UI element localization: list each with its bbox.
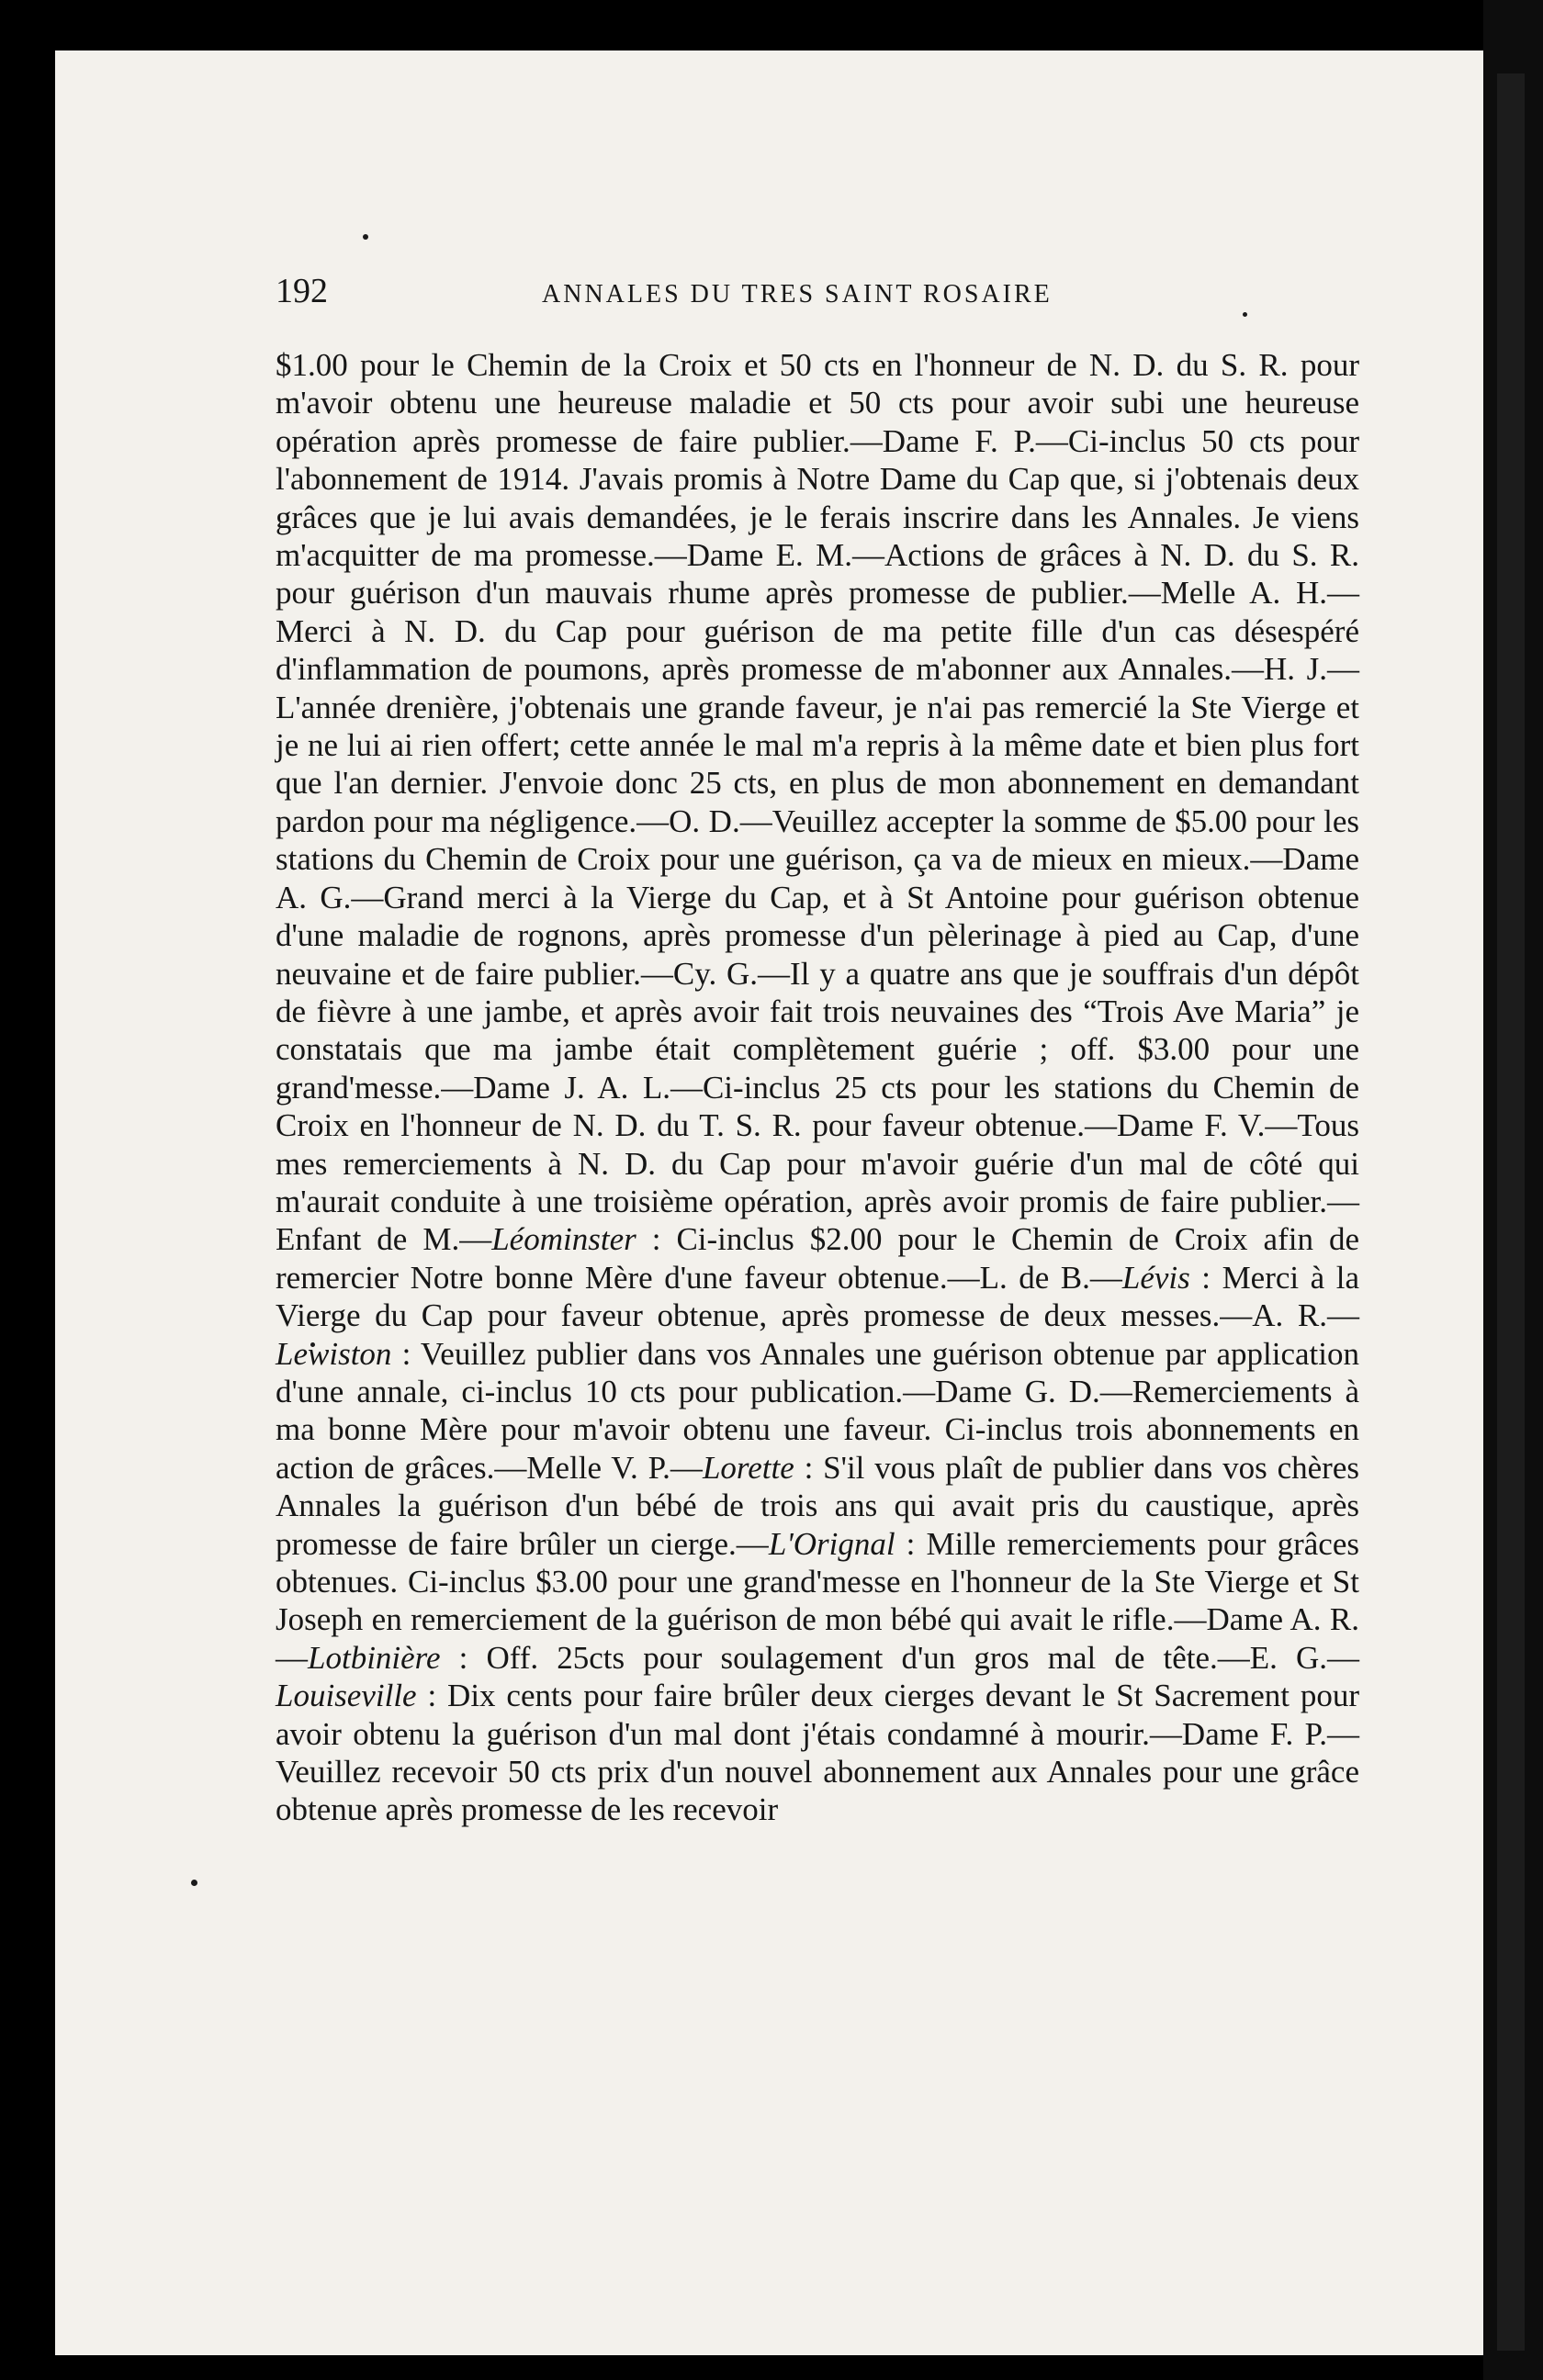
place-name: L'Orignal (768, 1525, 895, 1562)
scan-speck (191, 1880, 197, 1886)
text-segment: $1.00 pour le Chemin de la Croix et 50 cts en l'honneur de N. D. du S. R. pour m'avoir obtenu une heureuse maladie et 50 cts pour avoir subi une heureuse opération après promesse de faire publier.—Dame F. P.—Ci-inclus 50 cts pour l'abonnement de 1914. J'avais promis à Notre Dame du Cap que, si j'obtenais deux grâces que je lui avais demandées, je le ferais inscrire dans les Annales. Je viens m'acquitter de ma promesse.—Dame E. M.—Actions de grâces à N. D. du S. R. pour guérison d'un mauvais rhume après promesse de publier.—Melle A. H.—Merci à N. D. du Cap pour guérison de ma petite fille d'un cas désespéré d'inflammation de poumons, après promesse de m'abonner aux Annales.—H. J.—L'année drenière, j'obtenais une grande faveur, je n'ai pas remercié la Ste Vierge et je ne lui ai rien offert; cette année le mal m'a repris à la même date et bien plus fort que l'an dernier. J'envoie donc 25 cts, en plus de mon abonnement en demandant pardon pour ma négligence.—O. D.—Veuillez accepter la somme de $5.00 pour les stations du Chemin de Croix pour une guérison, ça va de mieux en mieux.—Dame A. G.—Grand merci à la Vierge du Cap, et à St Antoine pour guérison obtenue d'une maladie de rognons, après promesse d'un pèlerinage à pied au Cap, d'une neuvaine et de faire publier.—Cy. G.—Il y a quatre ans que je souffrais d'un dépôt de fièvre à une jambe, et après avoir fait trois neuvaines des “Trois Ave Maria” je constatais que ma jambe était complètement guérie ; off. $3.00 pour une grand'messe.—Dame J. A. L.—Ci-inclus 25 cts pour les stations du Chemin de Croix en l'honneur de N. D. du T. S. R. pour faveur obtenue.—Dame F. V.—Tous mes remerciements à N. D. du Cap pour m'avoir guérie d'un mal de côté qui m'aurait conduite à une troisième opération, après avoir promis de faire publier.—Enfant de M.— (276, 347, 1359, 1258)
book-spine-shadow (1497, 73, 1525, 2351)
body-paragraph (276, 346, 1359, 1829)
text-segment: : Veuillez publier dans vos Annales une guérison obtenue par application d'une annale, ci-inclus 10 cts pour publication.—Dame G. D.—Remerciements à ma bonne Mère pour m'avoir obtenu une faveur. Ci-inclus trois abonnements en action de grâces.—Melle V. P.— (276, 1335, 1359, 1486)
text-segment: : S'il vous plaît de publier dans vos chères Annales la guérison d'un bébé de trois ans qui avait pris du caustique, après promesse de faire brûler un cierge.— (276, 1449, 1359, 1562)
page-number: 192 (276, 272, 328, 310)
place-name: Lévis (1121, 1259, 1190, 1296)
place-name: Lorette (702, 1449, 794, 1486)
place-name: Louiseville (276, 1678, 417, 1714)
scan-speck (363, 234, 368, 240)
running-title: ANNALES DU TRES SAINT ROSAIRE (542, 280, 1053, 309)
text-segment: : Ci-inclus $2.00 pour le Chemin de Croix afin de remercier Notre bonne Mère d'une faveur obtenue.—L. de B.— (276, 1221, 1359, 1296)
place-name: Lotbinière (308, 1639, 441, 1676)
text-segment: : Merci à la Vierge du Cap pour faveur obtenue, après promesse de deux messes.—A. R.— (276, 1259, 1359, 1334)
text-segment: : Off. 25cts pour soulagement d'un gros mal de tête.—E. G.— (440, 1639, 1359, 1676)
text-segment: : Mille remerciements pour grâces obtenues. Ci-inclus $3.00 pour une grand'messe en l'honneur de la Ste Vierge et St Joseph en remerciement de la guérison de mon bébé qui avait le rifle.—Dame A. R.— (276, 1525, 1360, 1676)
page-header (276, 271, 1359, 335)
page-content (276, 271, 1359, 1829)
place-name: Lewiston (276, 1335, 392, 1372)
text-segment: : Dix cents pour faire brûler deux cierges devant le St Sacrement pour avoir obtenu la guérison d'un mal dont j'étais condamné à mourir.—Dame F. P.—Veuillez recevoir 50 cts prix d'un nouvel abonnement aux Annales pour une grâce obtenue après promesse de les recevoir (276, 1678, 1359, 1828)
place-name: Léominster (491, 1221, 636, 1258)
